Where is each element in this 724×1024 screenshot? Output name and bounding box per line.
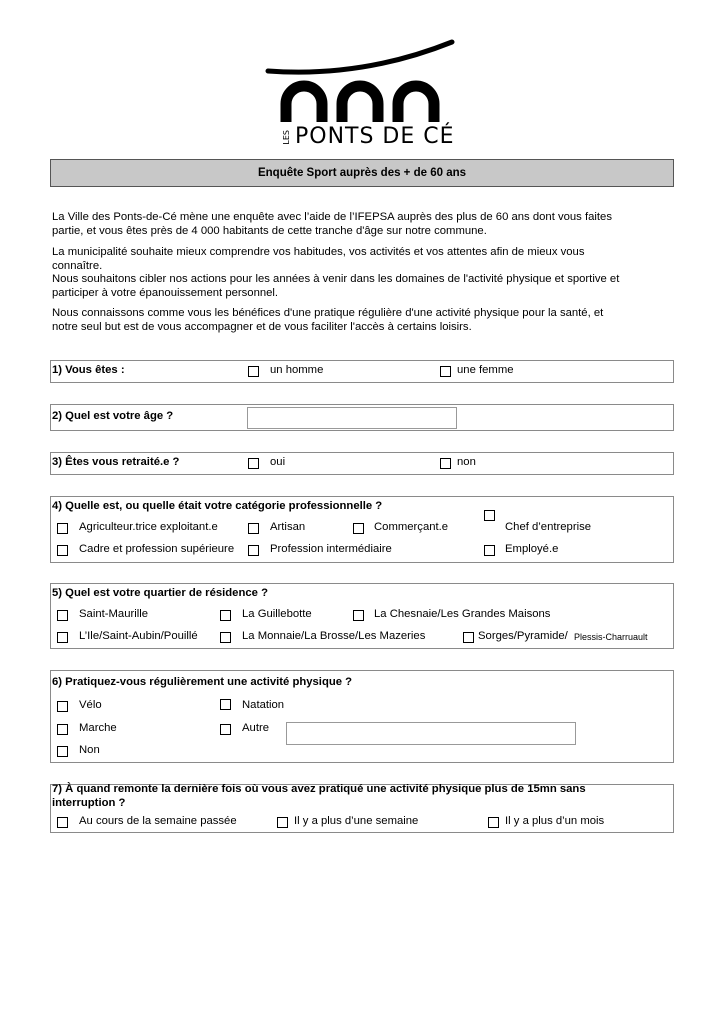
- checkbox-la-guillebotte[interactable]: [220, 610, 231, 621]
- option-label: Commerçant.e: [374, 521, 449, 533]
- option-label: La Guillebotte: [242, 608, 312, 620]
- intro-line: La municipalité souhaite mieux comprendre vos habitudes, vos activités et vos attentes afin de mieux vous: [52, 246, 585, 258]
- survey-title: Enquête Sport auprès des + de 60 ans: [50, 159, 674, 187]
- checkbox-employe[interactable]: [484, 545, 495, 556]
- intro-line: La Ville des Ponts-de-Cé mène une enquête avec l’aide de l’IFEPSA auprès des plus de 60 ans dont vous faites: [52, 211, 612, 223]
- option-label: Marche: [79, 722, 117, 734]
- checkbox-non[interactable]: [440, 458, 451, 469]
- option-label: Artisan: [270, 521, 306, 533]
- checkbox-autre[interactable]: [220, 724, 231, 735]
- option-label: La Monnaie/La Brosse/Les Mazeries: [242, 630, 426, 642]
- option-label: La Chesnaie/Les Grandes Maisons: [374, 608, 551, 620]
- intro-paragraph-1: [52, 211, 674, 238]
- checkbox-ile-saint-aubin[interactable]: [57, 632, 68, 643]
- checkbox-natation[interactable]: [220, 699, 231, 710]
- option-label: Sorges/Pyramide/: [478, 630, 568, 642]
- intro-line: notre seul but est de vous accompagner et de vous faciliter l'accès à certains loisirs.: [52, 320, 472, 333]
- option-label: Employé.e: [505, 543, 559, 555]
- option-label: Agriculteur.trice exploitant.e: [79, 521, 218, 533]
- question-6-title: 6) Pratiquez-vous régulièrement une activité physique ?: [52, 676, 353, 688]
- option-label: Autre: [242, 722, 270, 734]
- question-7-title-line-2: interruption ?: [52, 797, 126, 809]
- checkbox-la-monnaie[interactable]: [220, 632, 231, 643]
- checkbox-oui[interactable]: [248, 458, 259, 469]
- checkbox-profession-intermediaire[interactable]: [248, 545, 259, 556]
- option-label: Il y a plus d’un mois: [505, 815, 605, 827]
- option-label: oui: [270, 456, 286, 468]
- checkbox-homme[interactable]: [248, 366, 259, 377]
- question-3-title: 3) Êtes vous retraité.e ?: [52, 456, 180, 468]
- option-label: Plessis-Charruault: [574, 632, 648, 642]
- checkbox-femme[interactable]: [440, 366, 451, 377]
- question-7-title-line-1: 7) À quand remonte la dernière fois où vous avez pratiqué une activité physique plus de 15mn sans: [52, 783, 586, 795]
- question-5-title: 5) Quel est votre quartier de résidence ?: [52, 587, 268, 599]
- option-label: Cadre et profession supérieure: [79, 543, 235, 555]
- logo-wordmark: [282, 124, 455, 149]
- intro-line: Nous connaissons comme vous les bénéfices d'une pratique régulière d'une activité physique pour la santé, et: [52, 307, 604, 319]
- question-4-title: 4) Quelle est, ou quelle était votre catégorie professionnelle ?: [52, 500, 383, 512]
- logo-name: PONTS DE CÉ: [295, 124, 455, 149]
- question-1-title: 1) Vous êtes :: [52, 364, 125, 376]
- question-2-title: 2) Quel est votre âge ?: [52, 410, 174, 422]
- intro-line: connaître.: [52, 259, 103, 272]
- intro-paragraph-3: [52, 307, 674, 334]
- option-label: Natation: [242, 699, 285, 711]
- option-label: non: [457, 456, 476, 468]
- checkbox-marche[interactable]: [57, 724, 68, 735]
- intro-line: participer à votre épanouissement personnel.: [52, 286, 279, 299]
- option-label: un homme: [270, 364, 324, 376]
- intro-paragraph-2: [52, 246, 674, 300]
- option-label: L’Ile/Saint-Aubin/Pouillé: [79, 630, 198, 642]
- autre-activity-input[interactable]: [286, 722, 576, 745]
- option-label: Saint-Maurille: [79, 608, 149, 620]
- option-label: Vélo: [79, 699, 102, 711]
- checkbox-chef-entreprise[interactable]: [484, 510, 495, 521]
- checkbox-semaine-passee[interactable]: [57, 817, 68, 828]
- checkbox-plus-une-semaine[interactable]: [277, 817, 288, 828]
- question-1-box: [50, 360, 674, 383]
- option-label: Non: [79, 744, 100, 756]
- checkbox-plus-un-mois[interactable]: [488, 817, 499, 828]
- checkbox-cadre[interactable]: [57, 545, 68, 556]
- checkbox-saint-maurille[interactable]: [57, 610, 68, 621]
- checkbox-non-activite[interactable]: [57, 746, 68, 757]
- option-label: une femme: [457, 364, 514, 376]
- intro-line: Nous souhaitons cibler nos actions pour les années à venir dans les domaines de l'activité physique et sportive et: [52, 273, 620, 285]
- option-label: Chef d’entreprise: [505, 521, 592, 533]
- checkbox-agriculteur[interactable]: [57, 523, 68, 534]
- intro-line: partie, et vous êtes près de 4 000 habitants de cette tranche d'âge sur notre commune.: [52, 224, 487, 237]
- checkbox-commercant[interactable]: [353, 523, 364, 534]
- option-label: Au cours de la semaine passée: [79, 815, 237, 827]
- checkbox-artisan[interactable]: [248, 523, 259, 534]
- checkbox-velo[interactable]: [57, 701, 68, 712]
- option-label: Il y a plus d’une semaine: [294, 815, 419, 827]
- option-label: Profession intermédiaire: [270, 543, 392, 555]
- logo-prefix: LES: [282, 129, 291, 145]
- age-input[interactable]: [247, 407, 457, 429]
- checkbox-sorges-pyramide[interactable]: [463, 632, 474, 643]
- checkbox-la-chesnaie[interactable]: [353, 610, 364, 621]
